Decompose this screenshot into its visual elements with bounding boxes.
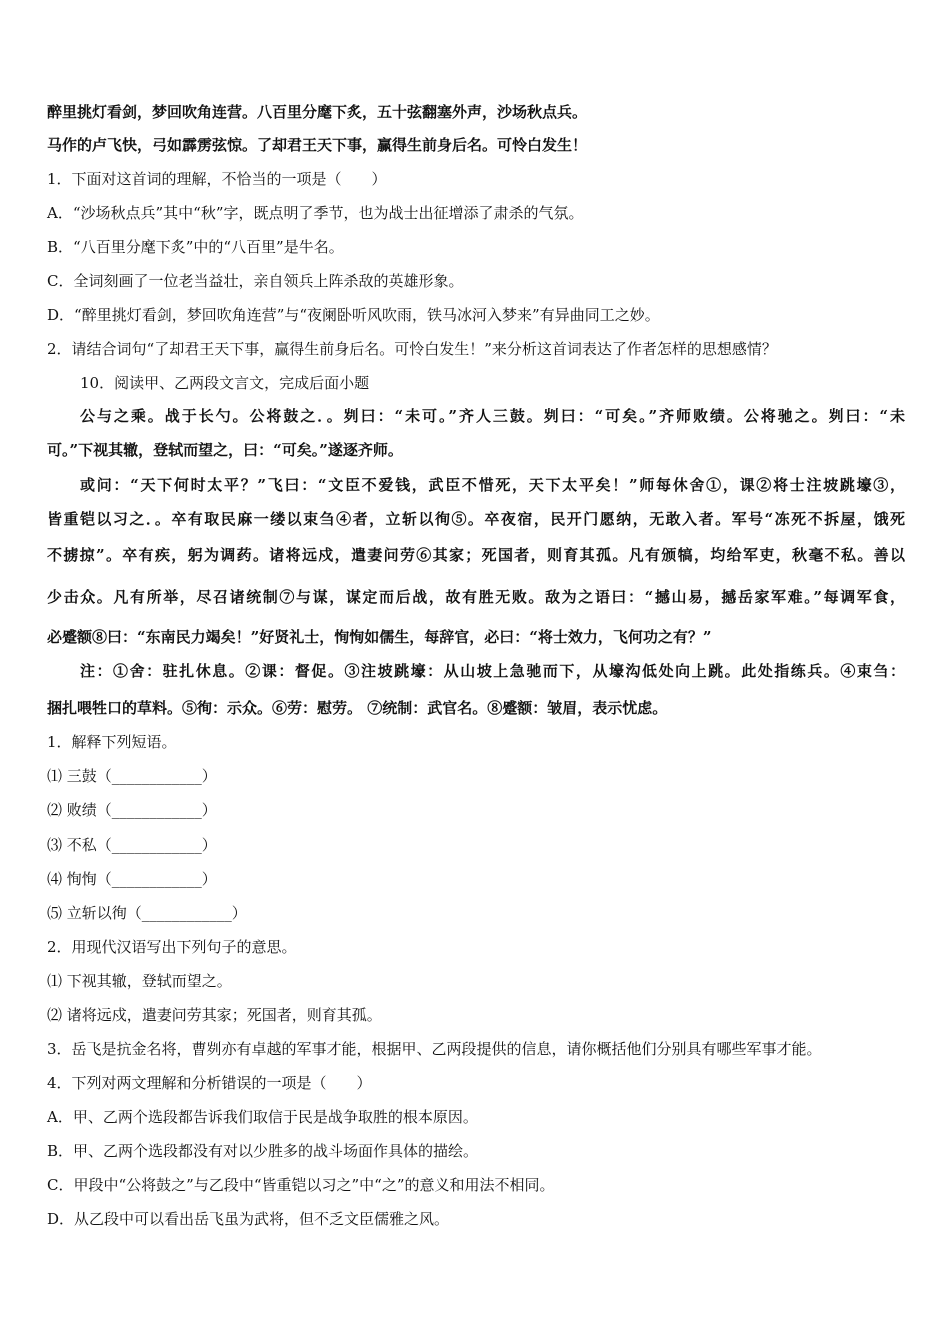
blank-item: ⑸ 立斩以徇（____________） xyxy=(47,904,247,922)
poem-line: 醉里挑灯看剑，梦回吹角连营。八百里分麾下炙，五十弦翻塞外声，沙场秋点兵。 xyxy=(47,103,588,121)
poem-line: 马作的卢飞快，弓如霹雳弦惊。了却君王天下事，赢得生前身后名。可怜白发生！ xyxy=(47,136,588,154)
notes-line: 捆扎喂牲口的草料。⑤徇：示众。⑥劳：慰劳。 ⑦统制：武官名。⑧蹙额：皱眉，表示忧虑。 xyxy=(47,699,668,717)
passage-yi-line: 必蹙额⑧曰：“东南民力竭矣！”好贤礼士，恂恂如儒生，每辞官，必曰：“将士效力，飞何功之有？” xyxy=(47,628,712,646)
blank-item: ⑶ 不私（____________） xyxy=(47,836,217,854)
blank-item: ⑴ 三鼓（____________） xyxy=(47,767,217,785)
option-a: A．甲、乙两个选段都告诉我们取信于民是战争取胜的根本原因。 xyxy=(47,1108,478,1126)
question-text: 1．下面对这首词的理解，不恰当的一项是（ ） xyxy=(47,170,387,188)
question-text: 1．解释下列短语。 xyxy=(47,733,177,751)
sub-item: ⑵ 诸将远戍，遣妻问劳其家；死国者，则育其孤。 xyxy=(47,1006,382,1024)
question-text: 4．下列对两文理解和分析错误的一项是（ ） xyxy=(47,1074,372,1092)
blank-item: ⑵ 败绩（____________） xyxy=(47,801,217,819)
notes-line: 注：①舍：驻扎休息。②课：督促。③注坡跳壕：从山坡上急驰而下，从壕沟低处向上跳。此处指练兵。④束刍： xyxy=(80,662,905,680)
option-a: A．“沙场秋点兵”其中“秋”字，既点明了季节，也为战士出征增添了肃杀的气氛。 xyxy=(47,204,584,222)
option-d: D．从乙段中可以看出岳飞虽为武将，但不乏文臣儒雅之风。 xyxy=(47,1210,450,1228)
option-b: B．“八百里分麾下炙”中的“八百里”是牛名。 xyxy=(47,238,344,256)
passage-yi-line: 皆重铠以习之．。卒有取民麻一缕以束刍④者，立斩以徇⑤。卒夜宿，民开门愿纳，无敢入者。军号“冻死不拆屋，饿死 xyxy=(47,510,905,528)
question-text: 2．请结合词句“了却君王天下事，赢得生前身后名。可怜白发生！”来分析这首词表达了作者怎样的思想感情？ xyxy=(47,340,777,358)
passage-jia-line: 公与之乘。战于长勺。公将鼓之．。刿曰：“未可。”齐人三鼓。刿曰：“可矣。”齐师败绩。公将驰之。刿曰：“未 xyxy=(80,407,905,425)
passage-yi-line: 不掳掠”。卒有疾，躬为调药。诸将远戍，遣妻问劳⑥其家；死国者，则育其孤。凡有颁犒，均给军吏，秋毫不私。善以 xyxy=(47,546,905,564)
question-text: 2．用现代汉语写出下列句子的意思。 xyxy=(47,938,297,956)
option-d: D．“醉里挑灯看剑，梦回吹角连营”与“夜阑卧听风吹雨，铁马冰河入梦来”有异曲同工之妙。 xyxy=(47,306,660,324)
option-c: C．全词刻画了一位老当益壮，亲自领兵上阵杀敌的英雄形象。 xyxy=(47,272,464,290)
passage-jia-line: 可。”下视其辙，登轼而望之，曰：“可矣。”遂逐齐师。 xyxy=(47,441,403,459)
sub-item: ⑴ 下视其辙，登轼而望之。 xyxy=(47,972,232,990)
passage-yi-line: 或问：“天下何时太平？”飞曰：“文臣不爱钱，武臣不惜死，天下太平矣！”师每休舍①，课②将士注坡跳壕③， xyxy=(80,476,905,494)
blank-item: ⑷ 恂恂（____________） xyxy=(47,870,217,888)
option-c: C．甲段中“公将鼓之”与乙段中“皆重铠以习之”中“之”的意义和用法不相同。 xyxy=(47,1176,555,1194)
option-b: B．甲、乙两个选段都没有对以少胜多的战斗场面作具体的描绘。 xyxy=(47,1142,479,1160)
question-text: 3．岳飞是抗金名将，曹刿亦有卓越的军事才能，根据甲、乙两段提供的信息，请你概括他们分别具有哪些军事才能。 xyxy=(47,1040,822,1058)
section-title: 10．阅读甲、乙两段文言文，完成后面小题 xyxy=(80,374,370,392)
passage-yi-line: 少击众。凡有所举，尽召诸统制⑦与谋，谋定而后战，故有胜无败。敌为之语曰：“撼山易，撼岳家军难。”每调军食， xyxy=(47,588,905,606)
